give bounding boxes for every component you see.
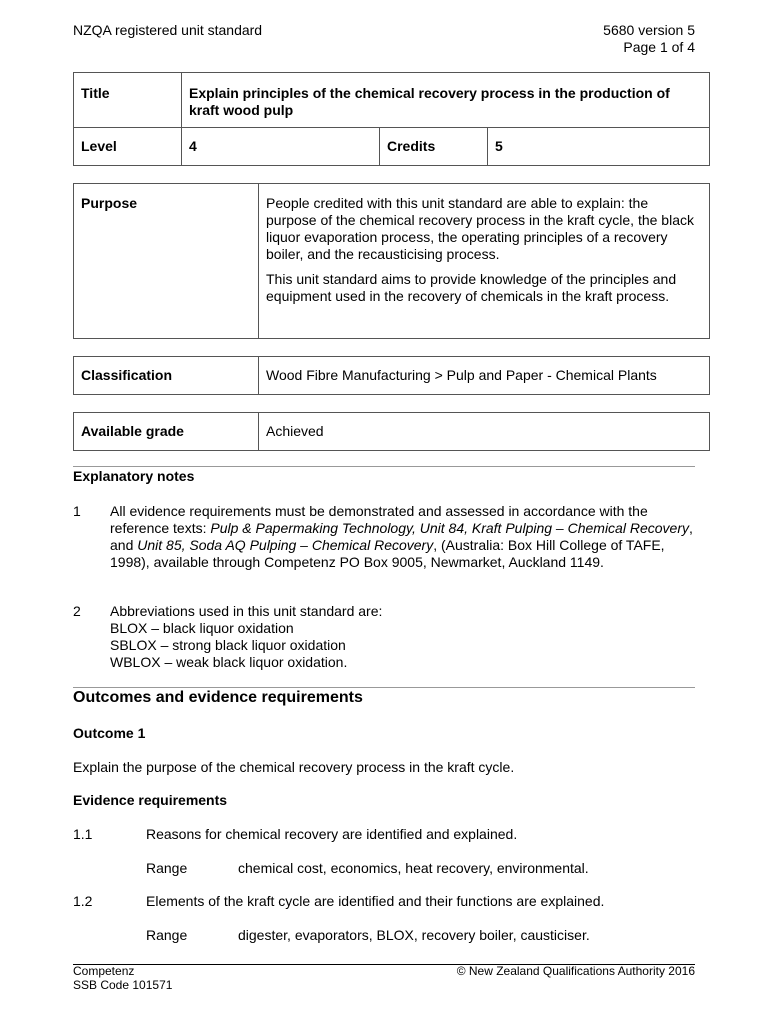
note-2-intro: Abbreviations used in this unit standard are: <box>110 603 383 619</box>
classification-value: Wood Fibre Manufacturing > Pulp and Paper - Chemical Plants <box>259 357 710 395</box>
abbreviation-item: WBLOX – weak black liquor oxidation. <box>110 654 348 670</box>
purpose-paragraph-2: This unit standard aims to provide knowledge of the principles and equipment used in the recovery of chemicals in the kraft process. <box>266 271 677 304</box>
range-1-1-text: chemical cost, economics, heat recovery, environmental. <box>238 860 589 876</box>
level-value: 4 <box>182 128 380 166</box>
classification-label: Classification <box>74 357 259 395</box>
evidence-1-1-number: 1.1 <box>73 826 93 842</box>
header-doc-type: NZQA registered unit standard <box>73 22 263 38</box>
outcome-1-label: Outcome 1 <box>73 725 146 741</box>
explanatory-notes-heading: Explanatory notes <box>73 468 195 484</box>
range-1-2-text: digester, evaporators, BLOX, recovery boiler, causticiser. <box>238 927 590 943</box>
note-1-reference-1: Pulp & Papermaking Technology, Unit 84, Kraft Pulping – Chemical Recovery <box>210 520 689 536</box>
title-label: Title <box>74 73 182 128</box>
title-value: Explain principles of the chemical recovery process in the production of kraft wood pulp <box>182 73 710 128</box>
range-label: Range <box>146 927 188 943</box>
divider <box>73 687 695 688</box>
abbreviation-item: SBLOX – strong black liquor oxidation <box>110 637 346 653</box>
footer-ssb-code: SSB Code 101571 <box>73 978 173 992</box>
divider <box>73 466 695 467</box>
note-2-text <box>110 603 700 671</box>
evidence-1-2-text: Elements of the kraft cycle are identified and their functions are explained. <box>146 893 605 909</box>
purpose-content <box>259 184 710 339</box>
level-label: Level <box>74 128 182 166</box>
purpose-label: Purpose <box>74 184 259 339</box>
credits-value: 5 <box>488 128 710 166</box>
classification-table <box>73 356 710 395</box>
footer-copyright: © New Zealand Qualifications Authority 2016 <box>456 964 695 978</box>
header-version: 5680 version 5 <box>603 22 695 38</box>
note-1-text <box>110 503 700 571</box>
footer-org: Competenz <box>73 964 135 978</box>
title-table <box>73 72 710 166</box>
grade-value: Achieved <box>259 413 710 451</box>
note-1-number: 1 <box>73 503 81 519</box>
evidence-1-2-number: 1.2 <box>73 893 93 909</box>
evidence-1-1-text: Reasons for chemical recovery are identified and explained. <box>146 826 518 842</box>
credits-label: Credits <box>380 128 488 166</box>
grade-label: Available grade <box>74 413 259 451</box>
note-1-reference-2: Unit 85, Soda AQ Pulping – Chemical Recovery <box>137 537 434 553</box>
header-page-number: Page 1 of 4 <box>623 39 695 55</box>
abbreviation-item: BLOX – black liquor oxidation <box>110 620 294 636</box>
grade-table <box>73 412 710 451</box>
note-1-text-part: All evidence requirements must be demonstrated and assessed in accordance with the reference texts: <box>110 503 648 536</box>
purpose-paragraph-1: People credited with this unit standard are able to explain: the purpose of the chemical recovery process in the kraft cycle, the black liquor evaporation process, the operating principles of a recovery boiler, and the recausticising process. <box>266 195 694 262</box>
outcomes-heading: Outcomes and evidence requirements <box>73 689 363 706</box>
purpose-table <box>73 183 710 339</box>
note-1-text-part: , and <box>110 520 693 553</box>
note-2-number: 2 <box>73 603 81 619</box>
outcome-1-text: Explain the purpose of the chemical recovery process in the kraft cycle. <box>73 759 515 775</box>
range-label: Range <box>146 860 188 876</box>
evidence-requirements-label: Evidence requirements <box>73 792 228 808</box>
note-1-text-part: , (Australia: Box Hill College of TAFE, 1998), available through Competenz PO Box 9005, Newmarket, Auckland 1149. <box>110 537 665 570</box>
